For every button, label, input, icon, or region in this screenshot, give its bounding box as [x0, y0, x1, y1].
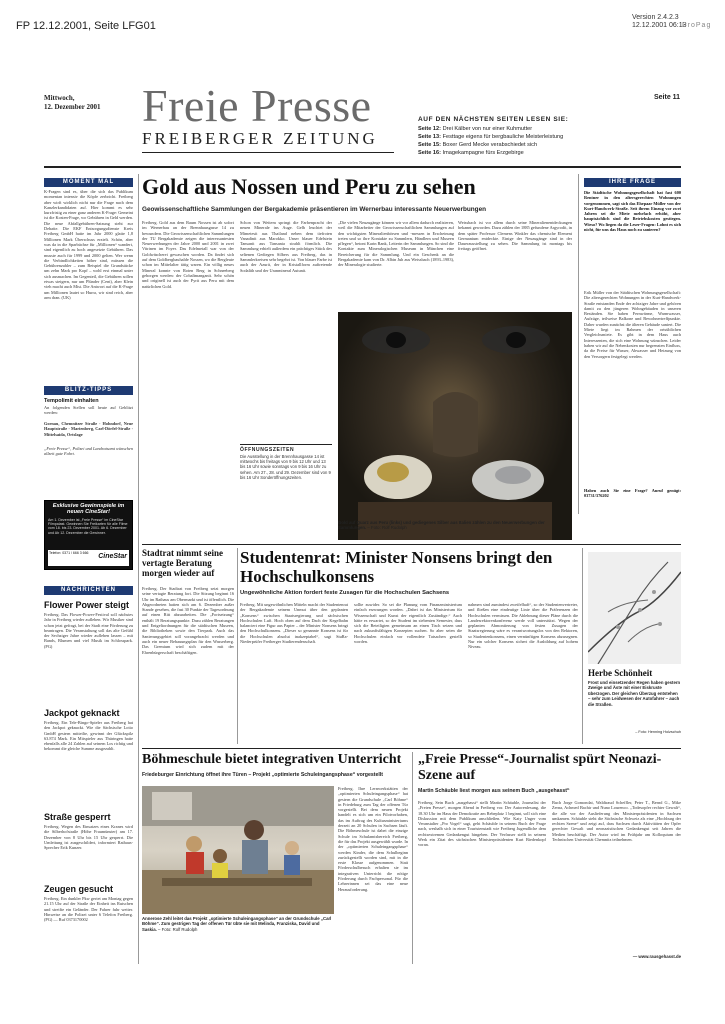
studentenrat-body-col3: nahmen sind zumindest zweifelhaft“, so der Studentenvertreter, und fließen eine eindeutige Linie über die Präferenzen der Hochschulen vermissen. Die Ablehnung dieser Pläne durch die Landesrektorenkonferenz werde voll unterstützt. Wegen der geplanten Abmontierung von festen Zusagen der Staatsregierung wäre es verantwortungslos von den Rektoren, so Studentenkonsens, einen vernünftigen Konsens abzusegnen. Nur ein solcher Konsens sichert die Ausbildung auf hohem Niveau.	[468, 602, 578, 650]
cinestar-ad[interactable]	[44, 500, 133, 570]
print-slug: FP 12.12.2001, Seite LFG01	[16, 20, 156, 32]
minerals-photo	[338, 312, 572, 540]
masthead-logo: Freie Presse	[142, 80, 372, 131]
lead-body-col1: Freiberg. Gold aus dem Raum Nossen ist ab sofort im Wernerbau an der Brennhausgasse 14 zu bewundern. Die Geowissenschaftlichen Sammlungen der TU Bergakademie zeigen die interessantesten Neuerwerbungen der Jahre 2000 und 2001 in zwei Vitrinen im Foyer. Das Edelmetall war von der Goldwäscherei gewaschen worden. Da findet sich auf dem Goldbergbauhalde Nossen, wo die Bergleute schon im Mittelalter tätig waren. Ein völlig neues Mineral konnte von Roten Berg in Schneeberg geborgen werden: der Cobaltmanganit. Sehr schön und originell ist auch der Pyrit aus Peru mit dem natürlichen Gold.	[142, 220, 234, 289]
minerals-caption: Gold auf Quarz aus Peru (links) und gediegenes Silber aus Italien zählen zu den Neuerwerbungen der Sammlungen. – Foto: Rolf Rudolph	[338, 520, 545, 531]
news-text: Freiberg. Ein dunkler Pkw geriet am Montag gegen 21.15 Uhr auf der Straße der Einheit ins Rutschen und streifte ein Geländer. Der Fahrer fuhr weiter. Hinweise an die Polizei unter 6 Telefon Freiberg. (PG) — Ruf 0373170002	[44, 896, 133, 923]
ad-title: Exklusive Gewinnspiele im neuen CineStar!	[52, 503, 125, 516]
other-page-item: Seite 15: Boxer Gerd Mecke verabschiedet sich	[418, 142, 538, 148]
news-text: Freiberg. Ein Tele-Bingo-Spieler aus Freiberg hat den Jackpot geknackt. Wie die Sächsische Lotto GmbH gestern mitteilte, gewinnt der Glückspilz 63.874 Mark. Ein Mitspieler aus Thüringen hatte ebenfalls alle 24 Zahlen auf seinem Los richtig und bekommt die gleiche Summe ausgezahlt.	[44, 720, 133, 752]
frost-title: Herbe Schönheit	[588, 668, 653, 678]
studentenrat-body-col1: Freiberg. Mit ungewöhnlichen Mitteln macht der Studentenrat der Bergakademie seinem Unmut über den geplanten „Konsens“ zwischen Staatsregierung und sächsischen Hochschulen Luft. Hoch oben auf dem Dach der Kegelbahn balanciert eine Figur aus Papier – der Minister Nonsens bringt den Hochschulkonsens. „Dieser so genannte Konsens ist für die Hochschulen absolut inakzeptabel“, sagt StuRa-Niederprüfer Freiberger Studierendenschaft.	[240, 602, 348, 645]
boehmeschule-body: Freiberg. Ihre Lernwerkstätten der „optimierten Schuleingangsphase“ hat gestern die Grundschule „Carl Böhme“ in Friedeburg zum Tag der offenen Tür vorgestellt. Bei dem neuen Projekt handelt es sich um ein Pilotvorhaben, das im Auftrag des Kultusministeriums derzeit an 20 Schulen in Sachsen läuft. Die Böhmeschule ist dabei die einzige Schule im Schulamtsbereich Freiberg, die für das Projekt ausgewählt wurde. In der „optimierten Schuleingangsphase“ werden Kinder, die dem Schulbeginn zurückgestellt worden sind, mit in die erste Klasse aufgenommen. Statt Förderschulbesuch erhalten sie im integrativen Unterricht die nötige Förderung durch Fachpersonal. Für die Lehrerinnen sei das eine neue Herausforderung.	[338, 786, 408, 892]
ad-body: Am 1. Dezember ist „Freie Presse“ im CineStar Filmpalast. Gewinnen Sie Freikarten für alle Filme vom 18. bis 23. Dezember 2001. Ab 6. Dezember und Ab 12. Dezember die Gewinner.	[48, 517, 128, 535]
lead-body-col3: „Die vielen Neuzugänge können wir vor allem dadurch realisieren, weil die Mitarbeiter der Geowissenschaftlichen Sammlungen auf den wichtigsten Mineralienbörsen und -messen in Erscheinung treten und so ihre Kontakte zu Sammlern, Händlern und Museen pflegen“, betont Karin Rank, Leiterin der Sammlungen. So sind die Kontakte zum Mineralogischen Museum in München eine Bereicherung für die Sammlung. Und ein Geschenk an die Bergakademie kam von Dr. Albin Juh aus Weissbach (1893–1983), der Mineralogie studierte.	[338, 220, 454, 268]
news-headline: Jackpot geknackt	[44, 708, 120, 718]
version-label: Version 2.4.2.3	[632, 14, 679, 21]
news-headline: Flower Power steigt	[44, 600, 130, 610]
ihre-frage-footer: Haben auch Sie eine Frage? Anruf genügt: 03731/376202	[584, 488, 681, 499]
ad-phone: Telefon: 0371 / 666 3 666	[49, 551, 89, 555]
moment-mal-text: K-Fragen sind es, über die sich das Publikum momentan intensiv die Köpfe zerbricht. Freiberg aber wirft wirklich nicht nur die Frage nach dem Kanzlerkandidaten auf. Hier kommt es sehr kurzfristig zu einer ganz anderen K-Frage: Gemeint ist die Kosten-Frage, wo Gebühren in Geld werden. Die neue Abfallgebühren-Satzung steht zur Debatte. Die EKF Entsorgungsdienste Kreis Freiberg GmbH hatte im Jahr 2000 glatte 1,8 Millionen Mark Überschuss erzielt. Schön, aber was da in die Sparbüchse für „Millionen“ wandert, sind eigentlich zu hoch angesetzte Gebühren. Das musste auch für 1999 und 2000 gelten. Wer wenn die Verbindlichkeiten höher sind, müssen die Gebührenzahler – zum Beispiel die Grundstücke um zehn Mark pro Kopf – wohl erst einmal unter sich ausmachen. Im Gegenteil, die Gebühren sollen etwas steigern, nur um Plünder (Cent), aber Klein vieh macht auch Mist. Die Antwort auf die K-Frage um Millionen lautet so Hurra, wir sind reich, aber arm dran. (UK)	[44, 189, 133, 300]
boehmeschule-headline: Böhmeschule bietet integrativen Unterricht	[142, 752, 402, 767]
lead-body-col4: Weissbach ist vor allem durch seine Mineralienentdeckungen bekannt geworden. Dazu zählen der 1885 gefundene Argyrodit, in dem später Professor Clemens Winkler das chemische Element Germanium entdeckte. Einige der Neuzugänge sind in der Dauerausstellung zu sehen. Die Sammlung ist montags bis freitags geöffnet.	[458, 220, 572, 252]
other-page-item: Seite 16: Imagekampagne fürs Erzgebirge	[418, 150, 524, 156]
timestamp-label: 12.12.2001 06:13	[632, 22, 687, 29]
ihre-frage-question: Die Städtische Wohnungsgesellschaft hat fast 600 Rentner in den altersgerechten Wohnungen vorgenommen, sagt sich das Ehepaar Müller von der Kurt-Handwerk-Straße. Seit ihrem Einzug vor zwei Jahren sei die Miete mehrfach erhöht, aber hauptsächlich sind die Betriebskosten gestiegen. Wieso? Wo liegen da die Leser-Fragen: Lohnt es sich nicht, für uns das Haus noch zu sanieren?	[584, 190, 681, 233]
page-number: Seite 11	[654, 94, 681, 101]
moment-mal-bar: MOMENT MAL	[44, 178, 133, 187]
blitz-tipps-bar: BLITZ-TIPPS	[44, 386, 133, 395]
stadtrat-headline: Stadtrat nimmt seine vertagte Beratung morgen wieder auf	[142, 548, 223, 578]
lead-deck: Geowissenschaftliche Sammlungen der Bergakademie präsentieren im Wernerbau interessante Neuerwerbungen	[142, 206, 487, 213]
journalist-body-col1: Freiberg. Sein Buch „ausgehasst“ stellt Martin Schäuble, Journalist der „Freien Presse“, morgen Abend in Freiberg vor. Der Autorenlesung, die 18.30 Uhr im Haus der Demokratie am Rebeplatz 1 beginnt, soll sich eine Diskussion mit dem Publikum anschließen. Wie Katy Unger vom Veranstalter „Pro Vogel“ sagt, geht Schäuble in seinem Buch der Frage nach, weshalb sich in einer Touristenstadt wie Freiberg Jugendliche dem rechtsextremen Gedankengut hingeben. Der Verfasser stellt in seinem Werk ein Zitat des sächsischen Ministerpräsidenten Kurt Biedenkopf voran.	[418, 800, 546, 848]
studentenrat-headline: Studentenrat: Minister Nonsens bringt den Hochschulkonsens	[240, 548, 553, 586]
news-text: Freiberg. Das Flower-Power-Festival soll nächstes Jahr in Freiberg wieder aufleben. Wir Musiker sind schon jetzt gefragt, bei der Stadt eine Förderung zu beantragen. Die Veranstaltung soll das alte Gefühl der Sechziger Jahre wieder aufleben lassen – mit Bands, Blumen und viel Musik im Schlosspark. (PG)	[44, 612, 133, 649]
opening-hours-title: ÖFFNUNGSZEITEN	[240, 447, 295, 453]
classroom-photo-art	[142, 786, 334, 914]
journalist-body-col2: Buch Jorge Gomondai, Waldtraud Scheffler, Peter T., Bernd G., Mike Zerna, Achmed Bachir und Nuno Lourenco. „Todesopfer rechter Gewalt“, die alle vor der Auslieferung des Ministerpräsidenten in Sachsen umkamen. Schäuble sieht die Sächsische Schweiz als eine „Hochburg der rechten Szene“ und zeigt auf, dass Sachsen durch Aktivitäten der Opfer gerechter Gewalt und neonazistischen Gedankengut seit Jahren die Medien beschäftigt. Der Autor wird im Frühjahr am Kolloquium der Technischen Universität Chemnitz teilnehmen.	[552, 800, 681, 843]
journalist-credit: — www.rausgehasst.de	[632, 954, 681, 959]
lead-body-col2: Schon von Weitem springt die Farbenpracht der neuen Minerale ins Auge. Gelb leuchtet der Mimetesit aus Thailand neben dem tiefroten Vanadinit aus Marokko. Unser blauer Edelstein Tansanit aus Tansania strahlt förmlich. Die Sammlung erhielt außerdem ein prächtiges Stück des seltenen Gediegen Silbers aus Freiberg, das in Sammlerkreisen sehr begehrt ist. Von blauer Farbe ist auch der Azurit, der in Kristallform auftretende Sodalith und der Uranmineral Autunit.	[240, 220, 332, 273]
boehmeschule-deck: Friedeburger Einrichtung öffnet ihre Türen – Projekt „optimierte Schuleingangsphase“ vorgestellt	[142, 772, 383, 778]
ihre-frage-answer: Erik Müller von der Städtischen Wohnungsgesellschaft: Die altersgerechten Wohnungen in der Kurt-Handwerk-Straße entstanden Ende der achtziger Jahre und gehören damit zu den jüngeren Wohngebäuden in unseren Beständen. Sie haben Fernwärme, Warmwasser, Aufzüge, teilweise Balkone und Bewohnertreffpunkte. Daher wurden zunächst die älteren Gebäude saniert. Die Miete liegt im Rahmen der ortsüblichen Vergleichsmiete. Es gibt in dem Haus auch Interessenten, die sich eine Wohnung wünschen. Leider haben wir auf die Nebenkosten nur begrenzten Einfluss, da die Preise für Wasser, Abwasser und Heizung von den Versorgern festgelegt werden.	[584, 290, 681, 359]
cinestar-logo: CineStar	[98, 553, 127, 560]
masthead-subtitle: FREIBERGER ZEITUNG	[142, 129, 378, 148]
stadtrat-body: Freiberg. Der Stadtrat von Freiberg setzt morgen seine vertagte Beratung fort. Die Sitzung beginnt 16 Uhr im Rathaus am Obermarkt und ist öffentlich. Die Abgeordneten hatten sich am 6. Dezember außer Stande gesehen, die fast 30 Punkte der Tagesordnung auf einen Ritt abzuarbeiten. Die „Fortsetzung“ enthält 19 Beratungspunkte. Dazu zählen Beratungen und Entgeltordnungen für die städtischen Museen, die Bibliotheken sowie den Tierpark. Auch das Sanierungsgebiet soll vorangebracht werden und auch ein neuer Bebauungsplan für den Wasserberg. Das Gremium wird sich zudem mit der Ehrenbürgerschaft beschäftigen.	[142, 586, 234, 655]
blitz-intro: An folgenden Stellen soll heute auf Geblitzt werden:	[44, 405, 133, 416]
nachrichten-bar: NACHRICHTEN	[44, 586, 133, 595]
news-headline: Straße gesperrt	[44, 812, 111, 822]
other-page-item: Seite 13: Festtage eigens für bergbauliche Meisterleistung	[418, 134, 564, 140]
news-headline: Zeugen gesucht	[44, 884, 114, 894]
watermark: ProPag	[682, 22, 712, 29]
other-pages-list	[418, 125, 563, 157]
blitz-locations: Gornau, Chemnitzer Straße · Hohndorf, Neue Hauptstraße · Marienberg, Carl-Dörfel-Straße · Mittelsaida, Ortslage	[44, 421, 133, 437]
blitz-heading: Tempolimit einhalten	[44, 398, 99, 404]
frost-credit: – Foto: Henning Holzschuh	[635, 730, 681, 734]
studentenrat-body-col2: sollte zuwider. So sei die Planung vom Finanzministerium einfach erzwungen worden. „Dabei ist das Ministerium für Wissenschaft und Kunst der eigentlich Zuständige.“ Auch hätte es erwartet, so der Student im siebenten Semester, dass sich die Beteiligten gemeinsam an einen Tisch setzen und nach zukunftsfähigen Konzepten suchen. So aber seien die Hochschulen einfach vor vollendete Tatsachen gestellt worden.	[354, 602, 462, 645]
frost-branches-art	[588, 552, 681, 664]
classroom-photo	[142, 786, 334, 914]
other-page-item: Seite 12: Drei Kälber von nur einer Kuhmutter	[418, 126, 533, 132]
frost-photo	[588, 552, 681, 664]
frost-caption: Frost und einsetzender Regen haben gestern Zweige und Äste mit einer Eiskruste überzogen. Der gleichen Überzug entstehen – sehr zum Leidwesen der Autofahrer – auch die Straßen.	[588, 680, 681, 707]
issue-date: 12. Dezember 2001	[44, 103, 101, 111]
opening-hours-text: Die Ausstellung in der Brennhausgasse 14 ist mittwochs bis freitags von 9 bis 12 Uhr und 13 bis 16 Uhr sowie sonntags von 9 bis 16 Uhr zu sehen. Am 27., 28. und 29. Dezember sind von 9 bis 16 Uhr Sonderöffnungszeiten.	[240, 454, 331, 480]
news-text: Freiberg. Wegen des Einsatzes eines Kranes wird die Silberhofstraße (Höhe Fraumünster) am 17. Dezember von 8 Uhr bis 15 Uhr gesperrt. Die Umleitung ist ausgeschildert, informiert Rathaus-Sprecher Erik Kunzer.	[44, 824, 133, 851]
issue-day: Mittwoch,	[44, 94, 75, 102]
opening-hours-box	[240, 444, 332, 480]
studentenrat-deck: Ungewöhnliche Aktion fordert feste Zusagen für die Hochschulen Sachsens	[240, 590, 450, 596]
ihre-frage-bar: IHRE FRAGE	[584, 178, 681, 187]
journalist-headline: „Freie Presse“-Journalist spürt Neonazi-Szene auf	[418, 752, 662, 783]
lead-headline: Gold aus Nossen und Peru zu sehen	[142, 174, 476, 199]
blitz-note: „Freie Presse“, Polizei und Landratsamt wünschen allzeit gute Fahrt.	[44, 446, 133, 457]
journalist-deck: Martin Schäuble liest morgen aus seinem Buch „ausgehasst“	[418, 788, 570, 794]
other-pages-title: AUF DEN NÄCHSTEN SEITEN LESEN SIE:	[418, 116, 569, 123]
minerals-photo-art	[338, 312, 572, 540]
classroom-caption: Annerose Zehl leitet das Projekt „optimierte Schuleingangsphase“ an der Grundschule „Carl Böhme“. Zum gestrigen Tag der offenen Tür übte sie mit Melinda, Franziska, David und Saskia. – Foto: Rolf Rudolph	[142, 916, 332, 932]
